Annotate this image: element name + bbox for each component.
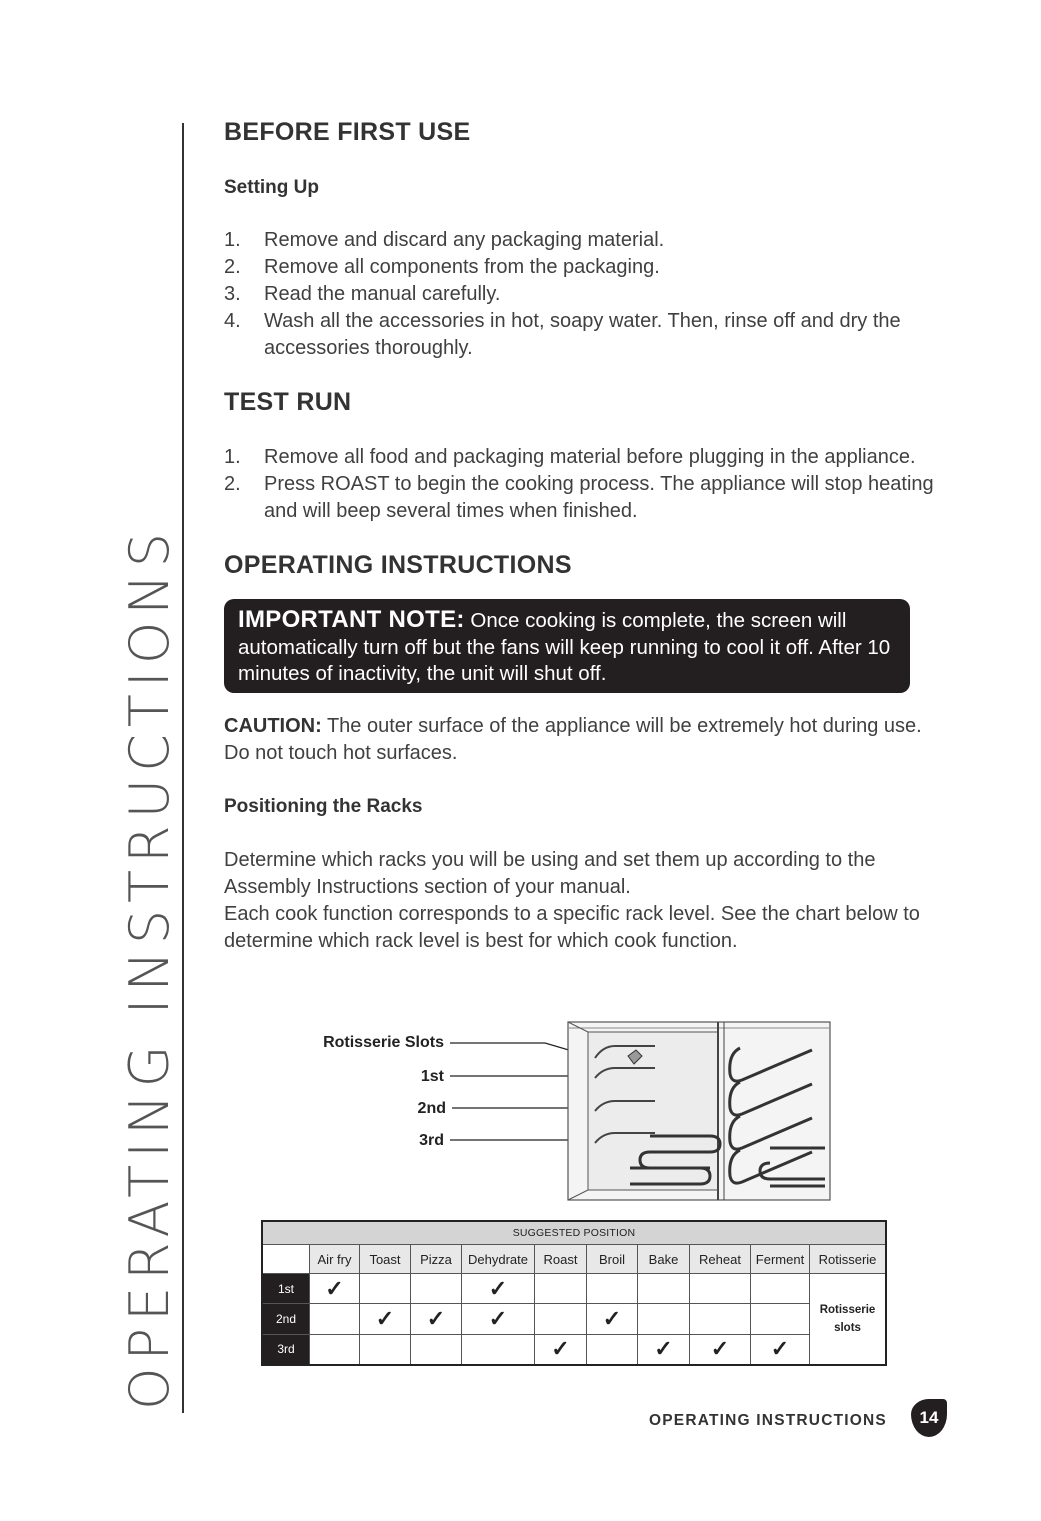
table-cell bbox=[690, 1304, 751, 1334]
second-rack-label: 2nd bbox=[417, 1100, 446, 1117]
table-row bbox=[262, 1304, 886, 1334]
caution-lead: CAUTION: bbox=[224, 714, 322, 737]
table-cell: ✓ bbox=[535, 1334, 587, 1365]
test-run-list bbox=[224, 444, 939, 525]
table-cell: ✓ bbox=[587, 1304, 638, 1334]
rotisserie-slots-cell: Rotisserie slots bbox=[810, 1274, 887, 1366]
table-cell: ✓ bbox=[462, 1274, 535, 1304]
rack-diagram bbox=[300, 1018, 840, 1203]
column-header: Dehydrate bbox=[462, 1245, 535, 1274]
setting-up-list bbox=[224, 227, 939, 362]
table-row bbox=[262, 1274, 886, 1304]
table-cell: ✓ bbox=[360, 1304, 411, 1334]
table-cell bbox=[690, 1274, 751, 1304]
list-item: 2. Remove all components from the packaging. bbox=[224, 256, 660, 278]
row-label: 1st bbox=[262, 1274, 310, 1304]
racks-paragraph-2: Each cook function corresponds to a specific rack level. See the chart below to determine which rack level is best for which cook function. bbox=[224, 902, 920, 952]
table-cell bbox=[411, 1334, 462, 1365]
side-divider bbox=[182, 123, 184, 1413]
suggested-position-table bbox=[261, 1220, 887, 1366]
table-cell bbox=[535, 1274, 587, 1304]
main-content bbox=[224, 118, 939, 955]
caution-paragraph bbox=[224, 713, 939, 767]
important-note-lead: IMPORTANT NOTE: bbox=[238, 606, 465, 633]
column-header: Roast bbox=[535, 1245, 587, 1274]
table-cell bbox=[462, 1334, 535, 1365]
table-corner bbox=[262, 1245, 310, 1274]
first-rack-label: 1st bbox=[420, 1068, 444, 1085]
row-label: 3rd bbox=[262, 1334, 310, 1365]
table-row bbox=[262, 1334, 886, 1365]
list-item: 4. Wash all the accessories in hot, soapy water. Then, rinse off and dry the accessories thoroughly. bbox=[224, 310, 901, 359]
column-header: Bake bbox=[638, 1245, 690, 1274]
table-cell bbox=[535, 1304, 587, 1334]
footer-section-label: OPERATING INSTRUCTIONS bbox=[649, 1412, 887, 1429]
side-title: OPERATING INSTRUCTIONS bbox=[118, 525, 181, 1410]
table-cell bbox=[310, 1334, 360, 1365]
important-note-box bbox=[224, 599, 910, 693]
column-header: Toast bbox=[360, 1245, 411, 1274]
column-header: Ferment bbox=[751, 1245, 810, 1274]
column-header: Rotisserie bbox=[810, 1245, 887, 1274]
table-cell bbox=[638, 1304, 690, 1334]
important-note-text: Once cooking is complete, the screen will automatically turn off but the fans will keep running to cool it off. After 10 minutes of inactivity, the unit will shut off. bbox=[238, 609, 891, 685]
table-cell bbox=[310, 1304, 360, 1334]
column-header: Air fry bbox=[310, 1245, 360, 1274]
table-cell: ✓ bbox=[690, 1334, 751, 1365]
table-cell: ✓ bbox=[638, 1334, 690, 1365]
table-cell bbox=[751, 1304, 810, 1334]
operating-instructions-heading: OPERATING INSTRUCTIONS bbox=[224, 551, 572, 579]
table-cell: ✓ bbox=[751, 1334, 810, 1365]
test-run-heading: TEST RUN bbox=[224, 388, 352, 416]
column-header: Pizza bbox=[411, 1245, 462, 1274]
table-cell bbox=[587, 1334, 638, 1365]
oven-interior-illustration bbox=[300, 1018, 840, 1203]
table-cell bbox=[638, 1274, 690, 1304]
list-item: 1. Remove and discard any packaging material. bbox=[224, 229, 665, 251]
table-cell bbox=[360, 1274, 411, 1304]
table-cell bbox=[411, 1274, 462, 1304]
column-header: Reheat bbox=[690, 1245, 751, 1274]
table-cell: ✓ bbox=[310, 1274, 360, 1304]
table-cell: ✓ bbox=[462, 1304, 535, 1334]
table-cell bbox=[751, 1274, 810, 1304]
table-header-row bbox=[262, 1245, 886, 1274]
table-cell: ✓ bbox=[411, 1304, 462, 1334]
page-number-badge: 14 bbox=[911, 1399, 947, 1437]
caution-text: The outer surface of the appliance will be extremely hot during use. Do not touch hot surfaces. bbox=[224, 714, 922, 764]
racks-paragraph-1: Determine which racks you will be using and set them up according to the Assembly Instructions section of your manual. bbox=[224, 848, 876, 898]
table-cell bbox=[360, 1334, 411, 1365]
list-item: 2. Press ROAST to begin the cooking process. The appliance will stop heating and will beep several times when finished. bbox=[224, 473, 934, 522]
table-cell bbox=[587, 1274, 638, 1304]
rotisserie-slots-label: Rotisserie Slots bbox=[323, 1034, 444, 1051]
third-rack-label: 3rd bbox=[419, 1132, 444, 1149]
row-label: 2nd bbox=[262, 1304, 310, 1334]
list-item: 3. Read the manual carefully. bbox=[224, 283, 501, 305]
column-header: Broil bbox=[587, 1245, 638, 1274]
positioning-racks-subheading: Positioning the Racks bbox=[224, 795, 423, 817]
before-first-use-heading: BEFORE FIRST USE bbox=[224, 118, 471, 146]
list-item: 1. Remove all food and packaging material before plugging in the appliance. bbox=[224, 446, 916, 468]
table-title: SUGGESTED POSITION bbox=[262, 1221, 886, 1245]
setting-up-subheading: Setting Up bbox=[224, 177, 319, 198]
